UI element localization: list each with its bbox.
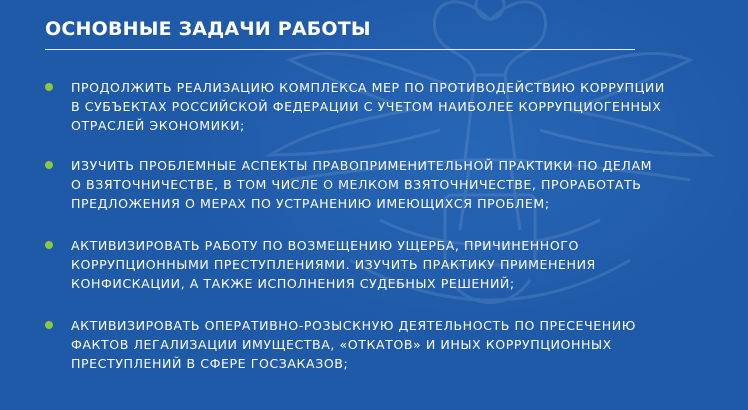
bullet-dot-icon [45, 321, 53, 329]
title-divider [45, 49, 635, 50]
task-text: АКТИВИЗИРОВАТЬ ОПЕРАТИВНО-РОЗЫСКНУЮ ДЕЯТЕЛЬНОСТЬ ПО ПРЕСЕЧЕНИЮ ФАКТОВ ЛЕГАЛИЗАЦИИ ИМУЩЕСТВА, «ОТКАТОВ» И ИНЫХ КОРРУПЦИОННЫХ ПРЕСТУПЛЕНИЙ В СФЕРЕ ГОСЗАКАЗОВ; [71, 318, 636, 371]
slide-title: ОСНОВНЫЕ ЗАДАЧИ РАБОТЫ [45, 18, 371, 40]
task-text: ПРОДОЛЖИТЬ РЕАЛИЗАЦИЮ КОМПЛЕКСА МЕР ПО ПРОТИВОДЕЙСТВИЮ КОРРУПЦИИ В СУБЪЕКТАХ РОССИЙСКОЙ ФЕДЕРАЦИИ С УЧЕТОМ НАИБОЛЕЕ КОРРУПЦИОГЕННЫХ ОТРАСЛЕЙ ЭКОНОМИКИ; [71, 80, 665, 133]
bullet-dot-icon [45, 241, 53, 249]
list-item [45, 156, 725, 213]
list-item [45, 78, 725, 135]
list-item [45, 316, 725, 373]
bullet-dot-icon [45, 83, 53, 91]
task-text: ИЗУЧИТЬ ПРОБЛЕМНЫЕ АСПЕКТЫ ПРАВОПРИМЕНИТЕЛЬНОЙ ПРАКТИКИ ПО ДЕЛАМ О ВЗЯТОЧНИЧЕСТВЕ, В ТОМ ЧИСЛЕ О МЕЛКОМ ВЗЯТОЧНИЧЕСТВЕ, ПРОРАБОТАТЬ ПРЕДЛОЖЕНИЯ О МЕРАХ ПО УСТРАНЕНИЮ ИМЕЮЩИХСЯ ПРОБЛЕМ; [71, 158, 653, 211]
task-text: АКТИВИЗИРОВАТЬ РАБОТУ ПО ВОЗМЕЩЕНИЮ УЩЕРБА, ПРИЧИНЕННОГО КОРРУПЦИОННЫМИ ПРЕСТУПЛЕНИЯМИ. ИЗУЧИТЬ ПРАКТИКУ ПРИМЕНЕНИЯ КОНФИСКАЦИИ, А ТАКЖЕ ИСПОЛНЕНИЯ СУДЕБНЫХ РЕШЕНИЙ; [71, 238, 596, 291]
list-item [45, 236, 725, 293]
bullet-dot-icon [45, 161, 53, 169]
